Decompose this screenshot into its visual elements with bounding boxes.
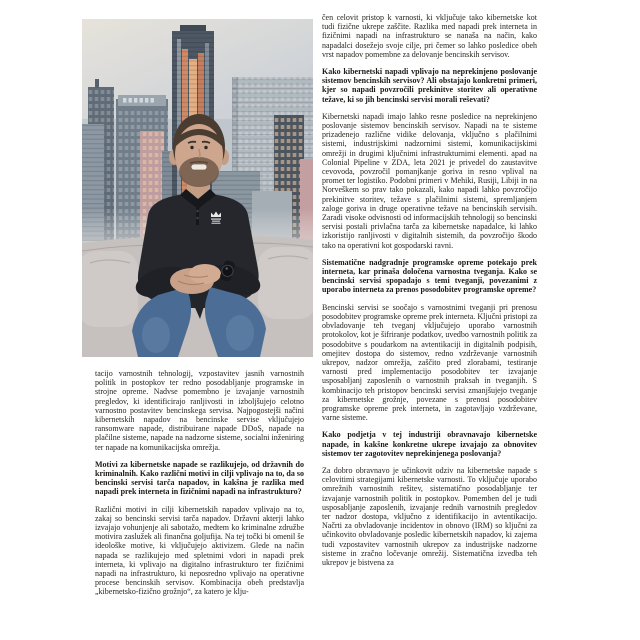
photo-illustration [82,19,313,357]
article-paragraph: Bencinski servisi se soočajo s varnostnimi tveganji pri prenosu posodobitev programske opreme prek interneta. Ključni pristopi za obvladovanje teh tveganj vključujejo uporabo varnostnih protokolov, kot je šifriranje podatkov, uvedbo varnostnih politik za posodobitve s poudarkom na avtentikaciji in digitalnih podpisih, omejitev dostopa do sistemov, redno vzdrževanje varnostnih ukrepov, nadzor omrežja, zaščito pred zlorabami, testiranje varnosti pred implementacijo posodobitev ter izvajanje usposabljanj zaposlenih o varnostnih praksah in tveganjih. S kombinacijo teh pristopov bencinski servisi zmanjšujejo tveganje za kibernetske grožnje, povezane s prenosi posodobitev programske opreme prek interneta, in zagotavljajo vzdrževane, varne sisteme. [322,302,537,423]
article-paragraph: Kibernetski napadi imajo lahko resne posledice na neprekinjeno poslovanje sistemov bencinskih servisov. Napadi na te sisteme prizadenejo različne vidike delovanja, vključno s plačilnimi sistemi, industrijskimi nadzornimi sistemi, komunikacijskimi omrežji in drugimi ključnimi infrastrukturnimi elementi. apad na Colonial Pipeline v ZDA, leta 2021 je privedel do zaustavitve cevovoda, povzročil pomanjkanje goriva in resno vplival na promet ter logistiko. Podobni primeri v Mehiki, Rusiji, Libiji in na Norveškem so prav tako pokazali, kako napadi lahko povzročijo prekinitve storitev, težave s plačilnimi sistemi, spremljanjem zaloge goriva in druge operativne težave na bencinskih servisih. Zaradi visoke odvisnosti od informacijskih tehnologij so bencinski servisi postali privlačna tarča za kibernetske napadalce, ki lahko izkoristijo ranljivosti v digitalnih sistemih, da povzročijo škodo tako na operativni kot gospodarski ravni. [322,111,537,250]
article-paragraph: Različni motivi in cilji kibernetskih napadov vplivajo na to, zakaj so bencinski servisi tarča napadov. Državni akterji lahko izvajajo vohunjenje ali sabotažo, medtem ko kriminalne združbe motivira zaslužek ali finančna goljufija. Na tej točki bi omenil še ideološke motive, ki vključujejo aktivizem. Glede na način napada se razlikujejo med spletnimi vdori in napadi prek interneta, ki vplivajo na digitalno infrastrukturo ter fizičnimi napadi na infrastrukturo, ki neposredno vplivajo na operativne procese bencinskih servisov. Kombinacija obeh predstavlja „kibernetsko-fizično grožnjo“, za katero je klju- [95,504,304,597]
article-paragraph: čen celovit pristop k varnosti, ki vključuje tako kibernetske kot tudi fizične ukrepe zaščite. Razlika med napadi prek interneta in fizičnimi napadi na infrastrukturo se nanaša na način, kako napadalci dosežejo svoje cilje, pri čemer so lahko posledice obeh vrst napadov pomembne za delovanje bencinskih servisov. [322,13,537,59]
article-column-right [322,13,537,613]
interview-photo [82,19,313,357]
article-paragraph: Za dobro obravnavo je učinkovit odziv na kibernetske napade s celovitimi strategijami kibernetske varnosti. To vključuje uporabo omrežnih varnostnih rešitev, sistematično posodabljanje ter izvajanje varnostnih politik in postopkov. Pomemben del je tudi usposabljanje zaposlenih, izvajanje rednih varnostnih pregledov ter nadzor dostopa, vključno z identifikacijo in avtentikacijo. Načrti za obvladovanje incidentov in obnovo (IRM) so ključni za učinkovito obvladovanje posledic kibernetskih napadov, ki zajema tudi vzpostavitev varnostnih ukrepov za industrijske nadzorne sisteme in zračno ločevanje omrežij. Sistematična izvedba teh ukrepov je bistvena za [322,465,537,567]
interview-question: Kako kibernetski napadi vplivajo na neprekinjeno poslovanje sistemov bencinskih servisov? Ali obstajajo konkretni primeri, kjer so napadi povzročili prekinitve storitev ali operativne težave, ki so jih bencinski servisi morali reševati? [322,67,537,104]
interview-question: Kako podjetja v tej industriji obravnavajo kibernetske napade, in kakšne konkretne ukrepe izvajajo za obnovitev sistemov ter zagotovitev neprekinjenega poslovanja? [322,430,537,458]
article-paragraph: tacijo varnostnih tehnologij, vzpostavitev jasnih varnostnih politik in postopkov ter redno posodabljanje programske in strojne opreme. Nadvse pomembno je izvajanje varnostnih pregledov, ki identificirajo ranljivosti in izboljšujejo celotno varnostno postavitev bencinskega servisa. Najpogostejši načini kibernetskih napadov na bencinske servise vključujejo ransomware napade, distribuirane napade DDoS, napade na plačilne sisteme, napade na nadzorne sisteme, socialni inženiring ter napade na komunikacijska omrežja. [95,369,304,452]
article-column-left [95,369,304,611]
smile [191,164,207,170]
interview-question: Sistematične nadgradnje programske opreme potekajo prek interneta, kar prinaša določena varnostna tveganja. Kako se bencinski servisi spopadajo s temi tveganji, povezanimi z uporabo interneta za prenos posodobitev programske opreme? [322,257,537,295]
interview-question: Motivi za kibernetske napade se razlikujejo, od državnih do kriminalnih. Kako različni motivi in cilji vplivajo na to, da so bencinski servisi tarča napadov, in kakšna je razlika med napadi prek interneta in fizičnimi napadi na infrastrukturo? [95,459,304,497]
